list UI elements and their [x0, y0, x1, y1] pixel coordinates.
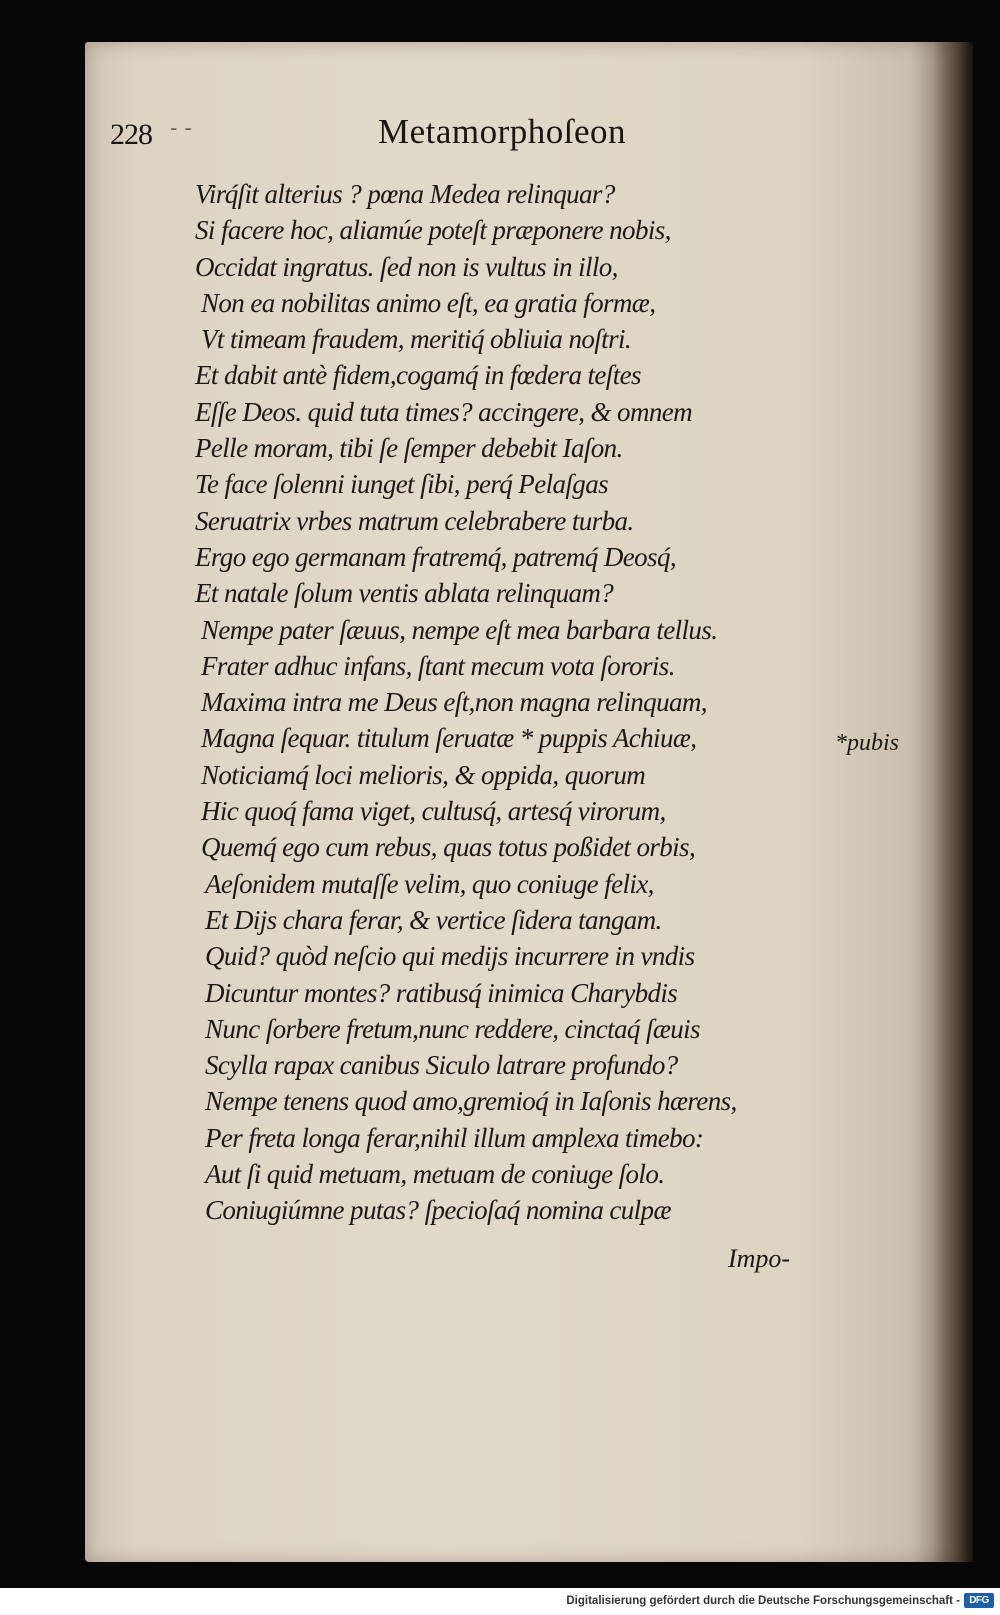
page-gutter-shadow: [933, 42, 973, 1562]
verse-line: Ergo ego germanam fratremq́, patremq́ Deosq́,: [195, 541, 676, 572]
verse-line: Vt timeam fraudem, meritiq́ obliuia noſtri.: [201, 324, 632, 355]
verse-line: Occidat ingratus. ſed non is vultus in illo,: [195, 251, 618, 282]
verse-line: Nunc ſorbere fretum,nunc reddere, cinctaq́ ſæuis: [205, 1013, 700, 1044]
verse-line: Scylla rapax canibus Siculo latrare profundo?: [205, 1050, 678, 1081]
verse-line: Non ea nobilitas animo eſt, ea gratia formæ,: [201, 287, 656, 318]
verse-line: Virq́ſit alterius ? pœna Medea relinquar?: [195, 179, 615, 209]
footer-bar: [0, 1588, 1000, 1615]
verse-line: Magna ſequar. titulum ſeruatæ * puppis Achiuæ,: [201, 723, 697, 754]
margin-note: *pubis: [835, 730, 900, 756]
running-head: [110, 108, 730, 158]
verse-line: Pelle moram, tibi ſe ſemper debebit Iaſon.: [195, 433, 623, 464]
verse-line: Noticiamq́ loci melioris, & oppida, quorum: [201, 759, 646, 790]
head-dash: - -: [170, 116, 192, 141]
running-title: Metamorphoſeon: [378, 112, 627, 151]
verse-line: Te face ſolenni iunget ſibi, perq́ Pelaſgas: [195, 469, 608, 500]
verse-line: Maxima intra me Deus eſt,non magna relinquam,: [201, 687, 707, 718]
verse-block: [195, 176, 835, 1229]
verse-line: Eſſe Deos. quid tuta times? accingere, & omnem: [195, 396, 693, 427]
verse-line: Aut ſi quid metuam, metuam de coniuge ſolo.: [205, 1159, 665, 1190]
verse-line: Quemq́ ego cum rebus, quas totus poßidet orbis,: [201, 832, 696, 863]
verse-line: Per freta longa ferar,nihil illum amplexa timebo:: [205, 1122, 704, 1153]
verse-line: Quid? quòd neſcio qui medijs incurrere in vndis: [205, 941, 695, 972]
dfg-logo-icon: DFG: [964, 1593, 994, 1608]
verse-line: Nempe tenens quod amo,gremioq́ in Iaſonis hærens,: [205, 1086, 737, 1117]
verse-line: Dicuntur montes? ratibusq́ inimica Charybdis: [205, 977, 678, 1008]
digitization-credit: Digitalisierung gefördert durch die Deutsche Forschungsgemeinschaft -: [566, 1595, 960, 1607]
verse-line: Si facere hoc, aliamúe poteſt præponere nobis,: [195, 215, 671, 246]
verse-line: Aeſonidem mutaſſe velim, quo coniuge felix,: [205, 868, 654, 899]
verse-line: Et natale ſolum ventis ablata relinquam?: [195, 578, 614, 609]
verse-line: Nempe pater ſæuus, nempe eſt mea barbara tellus.: [201, 614, 718, 645]
verse-line: Et dabit antè fidem,cogamq́ in fœdera teſtes: [195, 360, 641, 391]
page-number: 228: [110, 118, 152, 151]
verse-line: Coniugiúmne putas? ſpecioſaq́ nomina culpæ: [205, 1195, 671, 1226]
verse-line: Et Dijs chara ferar, & vertice ſidera tangam.: [205, 904, 662, 935]
catchword: Impo-: [728, 1244, 791, 1273]
verse-line: Frater adhuc infans, ſtant mecum vota ſororis.: [201, 650, 675, 681]
verse-line: Seruatrix vrbes matrum celebrabere turba.: [195, 505, 634, 536]
verse-line: Hic quoq́ fama viget, cultusq́, artesq́ virorum,: [201, 796, 666, 827]
